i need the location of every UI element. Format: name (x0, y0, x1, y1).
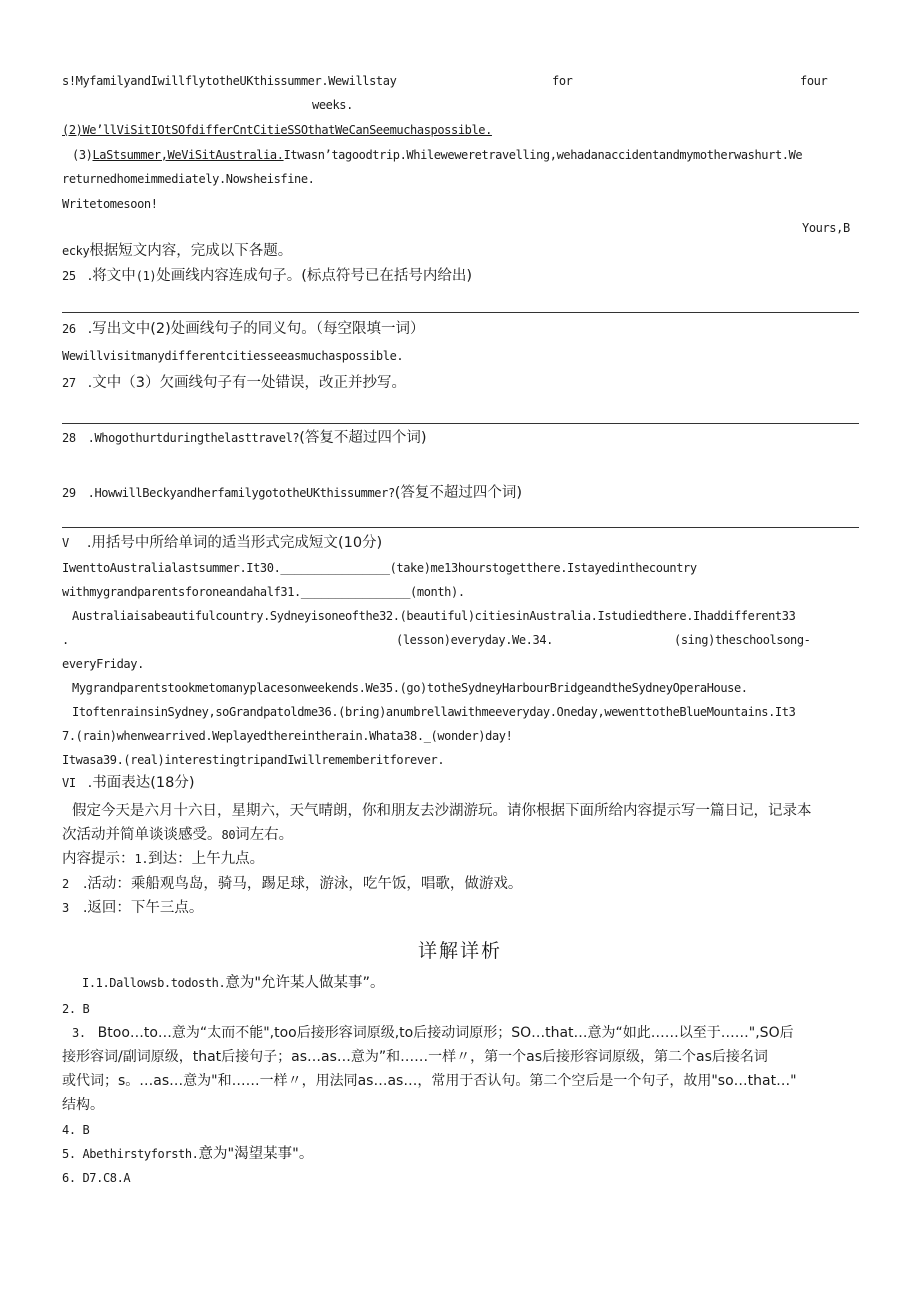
hint-3-text: .返回：下午三点。 (82, 900, 204, 916)
sentence-3-prefix: (3) (72, 148, 93, 162)
answer-3-text-1: Btoo…to…意为“太而不能",too后接形容词原级,to后接动词原形；SO…that…意为“如此……以至于……",SO后 (97, 1025, 794, 1041)
answer-1 (82, 974, 385, 992)
cloze-line-4-mid: (lesson)everyday.We.34. (396, 633, 553, 647)
hint-label: 内容提示： (62, 851, 135, 867)
q28-text-cn: (答复不超过四个词) (299, 430, 427, 446)
q25-text: .将文中 (87, 268, 136, 284)
answer-2: 2. B (62, 1002, 90, 1016)
cloze-line-3: Australiaisabeautifulcountry.Sydneyisoneofthe32.(beautiful)citiesinAustralia.Istudiedthere.Ihaddifferent33 (72, 609, 796, 623)
answer-4: 4. B (62, 1123, 90, 1137)
cloze-line-5: everyFriday. (62, 657, 144, 671)
hint-2 (62, 875, 522, 893)
answer-3-line-3: 或代词；s。…as…意为"和……一样〃，用法同as…as…，常用于否认句。第二个空后是一个句子，故用"so…that…" (62, 1073, 797, 1089)
section-6-score: (18分) (150, 775, 195, 791)
section-5-number: V (62, 536, 69, 550)
cloze-line-1: IwenttoAustralialastsummer.It30.________________(take)me13hourstogetthere.Istayedinthecountry (62, 561, 697, 575)
answer-5-cn: 意为"渴望某事"。 (198, 1146, 314, 1162)
cloze-line-4-dot: . (62, 633, 69, 647)
q25-paren: (1) (135, 269, 157, 283)
letter-sentence-3 (72, 146, 802, 164)
q26-number: 26 (62, 322, 76, 336)
letter-signature: ecky (62, 244, 90, 258)
writing-prompt-2b: 词左右。 (235, 827, 294, 843)
section-5-heading (62, 534, 382, 552)
q25-number: 25 (62, 269, 76, 283)
section-6-number: VI (62, 776, 76, 790)
letter-closing: Yours,B (802, 221, 850, 235)
q27-text: .文中（3）欠画线句子有一处错误，改正并抄写。 (87, 375, 406, 391)
section-5-score: (10分) (337, 535, 383, 551)
cloze-line-6: Mygrandparentstookmetomanyplacesonweekends.We35.(go)totheSydneyHarbourBridgeandtheSydneyOperaHouse. (72, 681, 748, 695)
section-6-heading (62, 774, 195, 792)
underlined-sentence-2: (2)We’llViSitIOtSOfdifferCntCitieSSOthatWeCanSeemuchaspossible. (62, 123, 492, 137)
q29-text-cn: (答复不超过四个词) (394, 485, 523, 501)
answer-1-cn: 意为"允许某人做某事”。 (225, 975, 385, 991)
answer-line-25 (62, 312, 859, 313)
question-29 (62, 484, 522, 502)
answer-1-en: I.1.Dallowsb.todosth. (82, 976, 226, 990)
hint-3-number: 3 (62, 901, 69, 915)
q29-text-en: .HowwillBeckyandherfamilygototheUKthissummer? (87, 486, 395, 500)
letter-line-6: Writetomesoon! (62, 197, 158, 211)
writing-prompt-2a: 次活动并简单谈谈感受。 (62, 827, 222, 843)
answers-title: 详解详析 (417, 940, 502, 962)
letter-line-1 (62, 72, 396, 90)
answer-line-29 (62, 527, 859, 528)
signature-and-intro (62, 242, 292, 260)
hint-1-text: 到达：上午九点。 (148, 851, 265, 867)
answer-3-number: 3. (72, 1026, 86, 1040)
answer-5-en: 5. Abethirstyforsth. (62, 1147, 199, 1161)
hint-1-number: 1. (134, 852, 149, 866)
answer-line-27 (62, 423, 859, 424)
section-5-title: .用括号中所给单词的适当形式完成短文 (86, 535, 338, 551)
writing-prompt-word-count: 80 (221, 828, 236, 842)
cloze-line-8: 7.(rain)whenwearrived.Weplayedthereintherain.Whata38._(wonder)day! (62, 729, 513, 743)
q28-number: 28 (62, 431, 76, 445)
letter-line-1-left: s!MyfamilyandIwillflytotheUKthissummer.Wewillstay (62, 74, 397, 88)
letter-line-1-mid: for (552, 74, 573, 88)
writing-prompt-1: 假定今天是六月十六日，星期六，天气晴朗，你和朋友去沙湖游玩。请你根据下面所给内容提示写一篇日记，记录本 (72, 803, 812, 819)
cloze-line-9: Itwasa39.(real)interestingtripandIwillrememberitforever. (62, 753, 445, 767)
section-6-title: .书面表达 (87, 775, 151, 791)
cloze-line-2: withmygrandparentsforoneandahalf31.________________(month). (62, 585, 465, 599)
cloze-line-4-right: (sing)theschoolsong- (674, 633, 811, 647)
answer-5 (62, 1145, 313, 1163)
answer-3-line-1 (72, 1024, 794, 1042)
question-25 (62, 267, 472, 285)
hint-2-number: 2 (62, 877, 69, 891)
writing-prompt-2 (62, 826, 293, 844)
sentence-3-rest: Itwasn’tagoodtrip.Whileweweretravelling,wehadanaccidentandmymotherwashurt.We (283, 148, 803, 162)
hint-2-text: .活动：乘船观鸟岛，骑马，踢足球，游泳，吃午饭，唱歌，做游戏。 (82, 876, 523, 892)
q28-text-en: .Whogothurtduringthelasttravel? (87, 431, 300, 445)
letter-line-5: returnedhomeimmediately.Nowsheisfine. (62, 172, 315, 186)
answer-3-line-2: 接形容词/副词原级，that后接句子；as…as…意为”和……一样〃，第一个as后接形容词原级，第二个as后接名词 (62, 1049, 768, 1065)
cloze-line-7: ItoftenrainsinSydney,soGrandpatoldme36.(bring)anumbrellawithmeeveryday.Oneday,wewenttotheBlueMountains.It3 (72, 705, 796, 719)
q26-sentence: Wewillvisitmanydifferentcitiesseeasmuchaspossible. (62, 349, 404, 363)
letter-line-1-right: four (800, 74, 828, 88)
letter-line-2: weeks. (312, 98, 353, 112)
q26-text: .写出文中(2)处画线句子的同义句。（每空限填一词） (87, 321, 425, 337)
q25-text-2: 处画线内容连成句子。(标点符号已在括号内给出) (156, 268, 473, 284)
hint-1 (62, 850, 264, 868)
q27-number: 27 (62, 376, 76, 390)
hint-3 (62, 899, 203, 917)
answer-6-8: 6. D7.C8.A (62, 1171, 131, 1185)
underlined-sentence-3: LaStsummer,WeViSitAustralia. (92, 148, 284, 162)
answer-3-line-4: 结构。 (62, 1097, 104, 1113)
question-28 (62, 429, 427, 447)
question-26 (62, 320, 425, 338)
question-27 (62, 374, 406, 392)
q29-number: 29 (62, 486, 76, 500)
questions-intro: 根据短文内容，完成以下各题。 (89, 243, 293, 259)
